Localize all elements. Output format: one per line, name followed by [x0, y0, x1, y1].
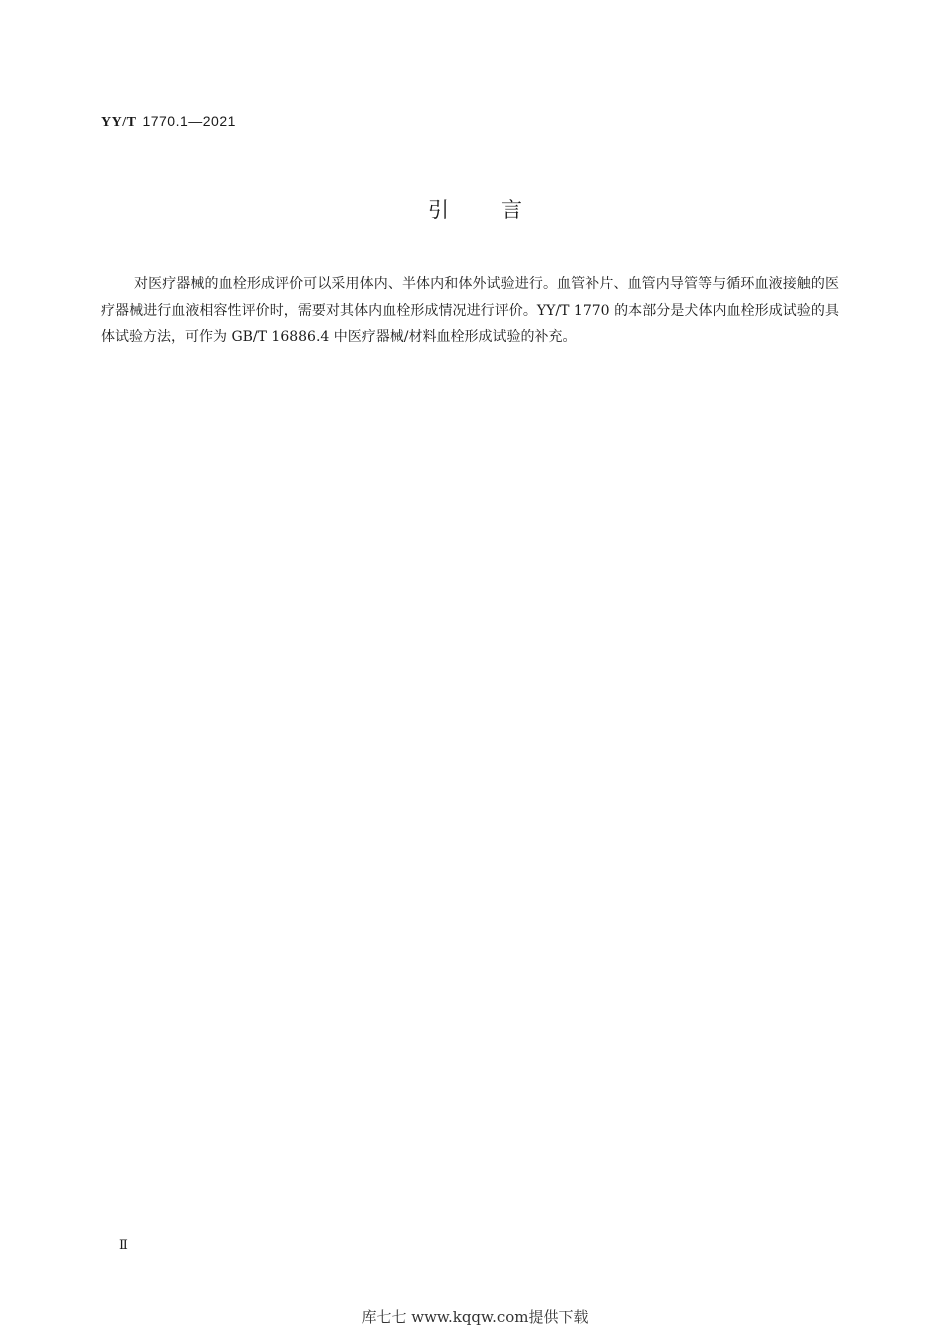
- standard-code-header: [101, 113, 236, 131]
- download-watermark: 库七七 www.kqqw.com提供下载: [361, 1308, 589, 1326]
- page-number: Ⅱ: [119, 1237, 128, 1252]
- introduction-paragraph: 对医疗器械的血栓形成评价可以采用体内、半体内和体外试验进行。血管补片、血管内导管等与循环血液接触的医疗器械进行血液相容性评价时，需要对其体内血栓形成情况进行评价。YY/T 1770 的本部分是犬体内血栓形成试验的具体试验方法，可作为 GB/T 16886.4 中医疗器械/材料血栓形成试验的补充。: [101, 276, 839, 345]
- standard-prefix: YY/T: [101, 115, 137, 130]
- standard-number: 1770.1—2021: [142, 113, 236, 129]
- page-title: 引言: [428, 198, 574, 222]
